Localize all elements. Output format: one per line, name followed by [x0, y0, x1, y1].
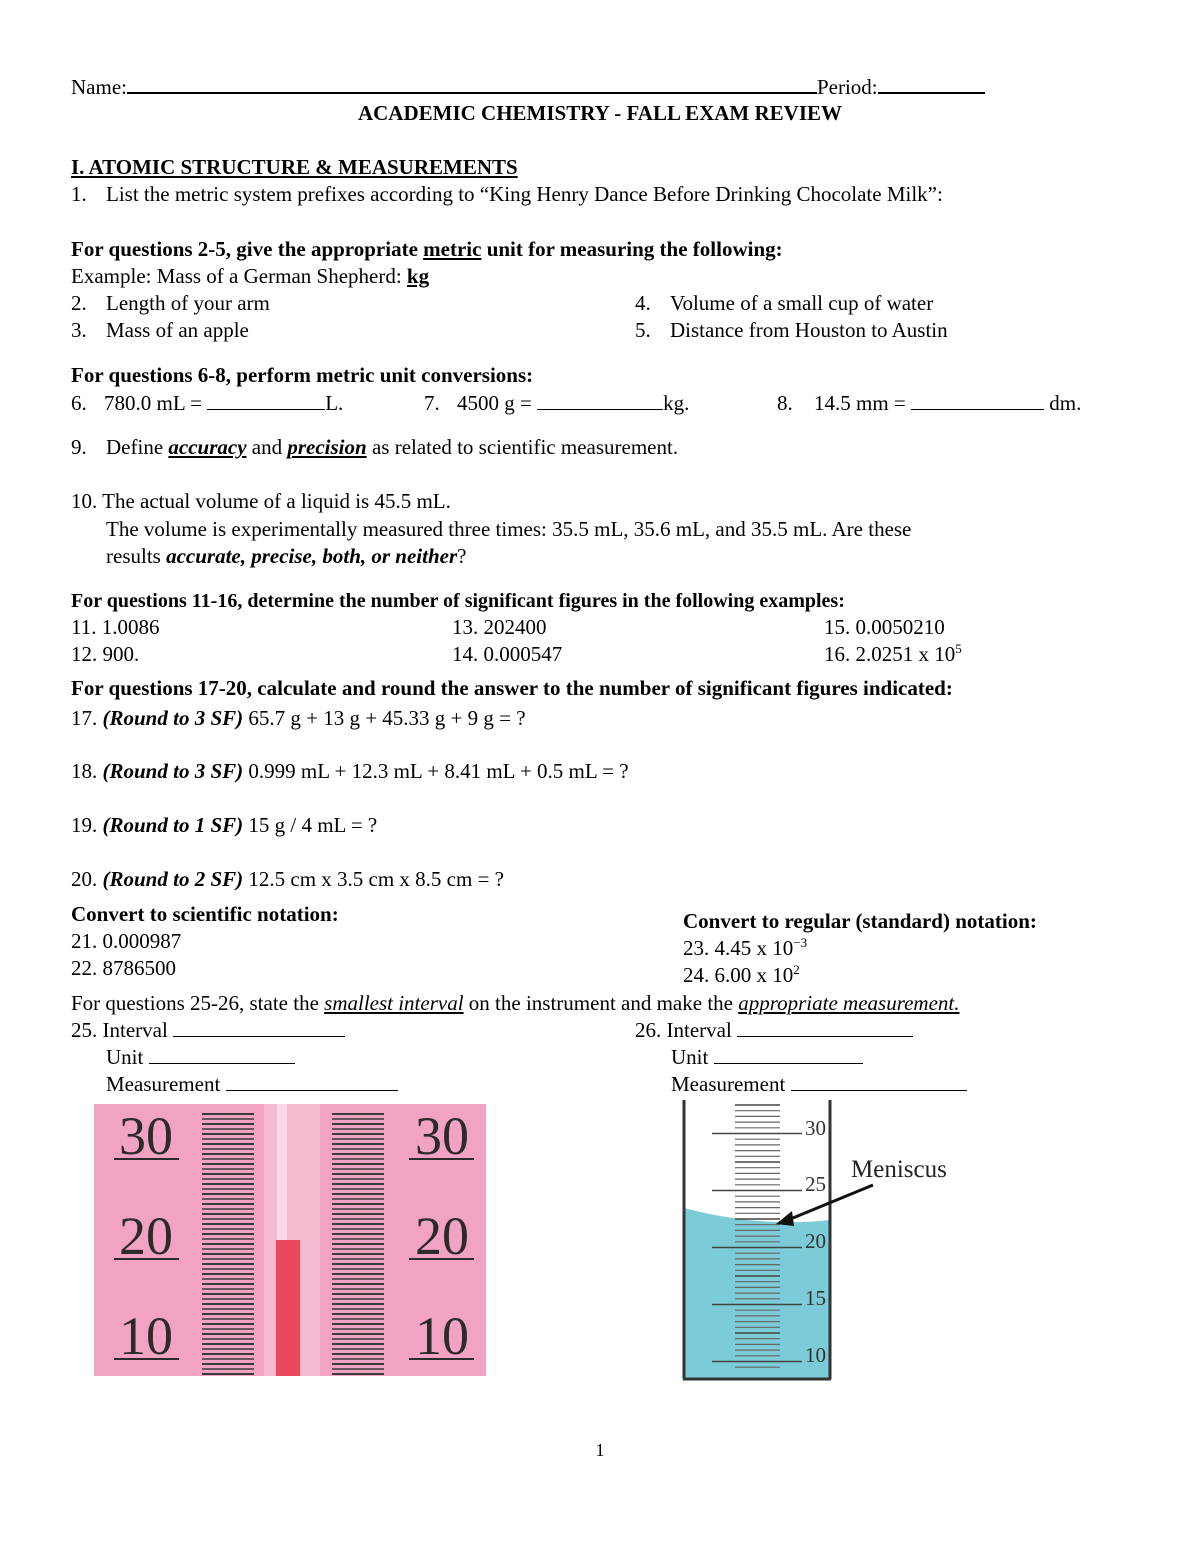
- question-number: 10.: [71, 489, 98, 513]
- answer-blank[interactable]: [149, 1045, 295, 1064]
- scale-label-10-right: 10: [415, 1306, 469, 1366]
- question-10-line3: [106, 543, 466, 569]
- scale-label-20-left: 20: [119, 1206, 173, 1266]
- example-line: [71, 263, 429, 289]
- term-smallest-interval: smallest interval: [324, 991, 464, 1015]
- question-2: [71, 290, 270, 316]
- question-10: [71, 488, 451, 514]
- example-text: Example: Mass of a German Shepherd:: [71, 264, 407, 288]
- scale-label-30-left: 30: [119, 1106, 173, 1166]
- name-blank[interactable]: [127, 74, 817, 94]
- question-text: Define: [106, 435, 169, 459]
- question-number: 5.: [635, 318, 651, 342]
- field-label: Measurement: [671, 1072, 791, 1096]
- cylinder-label-25: 25: [805, 1172, 826, 1196]
- question-20: [71, 866, 504, 892]
- exponent: 5: [955, 641, 962, 656]
- instr-part: For questions 25-26, state the: [71, 991, 325, 1015]
- question-text: ?: [457, 544, 467, 568]
- question-number: 3.: [71, 318, 87, 342]
- instructions-2-5: [71, 236, 783, 262]
- question-number: 6.: [71, 391, 87, 415]
- exponent: −3: [793, 935, 808, 950]
- thermometer-liquid: [276, 1240, 300, 1376]
- period-label: Period:: [816, 75, 878, 99]
- rounding-tag: (Round to 3 SF): [102, 706, 244, 730]
- unit-text: L.: [325, 391, 344, 415]
- q25-unit: [106, 1044, 295, 1070]
- question-text: Length of your arm: [106, 291, 270, 315]
- rounding-tag: (Round to 1 SF): [102, 813, 244, 837]
- question-text: 780.0 mL =: [104, 391, 208, 415]
- question-number: 20.: [71, 867, 103, 891]
- q26-interval: [635, 1017, 913, 1043]
- question-text: Distance from Houston to Austin: [670, 318, 948, 342]
- question-24: [683, 962, 800, 991]
- question-6: [71, 390, 344, 416]
- question-16: [824, 641, 962, 670]
- question-number: 1.: [71, 182, 87, 206]
- answer-blank[interactable]: [714, 1045, 863, 1064]
- field-label: Measurement: [106, 1072, 226, 1096]
- field-label: 26. Interval: [635, 1018, 738, 1042]
- question-number: 7.: [424, 391, 440, 415]
- cylinder-label-15: 15: [805, 1286, 826, 1310]
- cylinder-label-10: 10: [805, 1343, 826, 1367]
- question-text: 16. 2.0251 x 10: [824, 642, 956, 666]
- question-text: 24. 6.00 x 10: [683, 963, 794, 987]
- std-notation-heading: Convert to regular (standard) notation:: [683, 909, 1037, 933]
- question-3: [71, 317, 249, 343]
- answer-blank[interactable]: [911, 391, 1044, 410]
- section-heading: I. ATOMIC STRUCTURE & MEASUREMENTS: [71, 155, 518, 179]
- scale-label-10-left: 10: [119, 1306, 173, 1366]
- question-21: 21. 0.000987: [71, 929, 182, 953]
- answer-blank[interactable]: [207, 391, 325, 410]
- exponent: 2: [793, 962, 800, 977]
- question-text: 0.999 mL + 12.3 mL + 8.41 mL + 0.5 mL = ?: [243, 759, 629, 783]
- question-number: 9.: [71, 435, 87, 459]
- meniscus-label: Meniscus: [851, 1156, 947, 1183]
- question-text: 14.5 mm =: [814, 391, 912, 415]
- term-appropriate-measurement: appropriate measurement.: [738, 991, 960, 1015]
- instr-metric: metric: [423, 237, 482, 261]
- instr-part: unit for measuring the following:: [481, 237, 783, 261]
- thermometer-image: [94, 1104, 486, 1376]
- question-17: [71, 705, 526, 731]
- question-9: [71, 434, 679, 460]
- instructions-6-8: For questions 6-8, perform metric unit conversions:: [71, 363, 534, 387]
- unit-text: kg.: [663, 391, 690, 415]
- instr-part: For questions 2-5, give the appropriate: [71, 237, 424, 261]
- question-number: 8.: [777, 391, 793, 415]
- question-text: The volume is experimentally measured three times: 35.5 mL, 35.6 mL, and 35.5 mL. Are these: [106, 517, 912, 541]
- q25-interval: [71, 1017, 345, 1043]
- question-12: 12. 900.: [71, 642, 140, 666]
- name-line: [71, 74, 985, 100]
- question-13: 13. 202400: [452, 615, 547, 639]
- question-number: 19.: [71, 813, 103, 837]
- question-23: [683, 935, 807, 964]
- answer-blank[interactable]: [226, 1072, 398, 1091]
- field-label: Unit: [671, 1045, 714, 1069]
- answer-options: accurate, precise, both, or neither: [166, 544, 458, 568]
- question-text: as related to scientific measurement.: [366, 435, 679, 459]
- question-number: 4.: [635, 291, 651, 315]
- question-number: 17.: [71, 706, 103, 730]
- instructions-11-16: For questions 11-16, determine the number of significant figures in the following examples:: [71, 590, 845, 612]
- question-11: 11. 1.0086: [71, 615, 160, 639]
- question-text: The actual volume of a liquid is 45.5 mL.: [102, 489, 451, 513]
- question-text: 65.7 g + 13 g + 45.33 g + 9 g = ?: [243, 706, 526, 730]
- answer-blank[interactable]: [537, 391, 663, 410]
- rounding-tag: (Round to 2 SF): [102, 867, 244, 891]
- question-text: 12.5 cm x 3.5 cm x 8.5 cm = ?: [243, 867, 505, 891]
- page-number: 1: [595, 1440, 605, 1460]
- term-accuracy: accuracy: [168, 435, 247, 459]
- question-text: Volume of a small cup of water: [670, 291, 934, 315]
- example-answer: kg: [406, 264, 430, 288]
- question-text: 23. 4.45 x 10: [683, 936, 794, 960]
- question-text: results: [106, 544, 167, 568]
- scale-label-30-right: 30: [415, 1106, 469, 1166]
- question-5: [635, 317, 948, 343]
- period-blank[interactable]: [878, 74, 985, 94]
- answer-blank[interactable]: [791, 1072, 967, 1091]
- question-15: 15. 0.0050210: [824, 615, 945, 639]
- q26-unit: [671, 1044, 863, 1070]
- scale-label-20-right: 20: [415, 1206, 469, 1266]
- question-text: and: [246, 435, 288, 459]
- question-4: [635, 290, 934, 316]
- field-label: Unit: [106, 1045, 149, 1069]
- cylinder-label-20: 20: [805, 1229, 826, 1253]
- question-text: 4500 g =: [457, 391, 538, 415]
- rounding-tag: (Round to 3 SF): [102, 759, 244, 783]
- question-22: 22. 8786500: [71, 956, 176, 980]
- question-number: 18.: [71, 759, 103, 783]
- term-precision: precision: [287, 435, 367, 459]
- question-7: [424, 390, 690, 416]
- question-14: 14. 0.000547: [452, 642, 563, 666]
- instructions-25-26: [71, 990, 959, 1016]
- question-18: [71, 758, 629, 784]
- question-1: [71, 181, 943, 207]
- question-text: Mass of an apple: [106, 318, 249, 342]
- sci-notation-heading: Convert to scientific notation:: [71, 902, 339, 926]
- instr-part: on the instrument and make the: [463, 991, 739, 1015]
- question-text: 15 g / 4 mL = ?: [243, 813, 378, 837]
- answer-blank[interactable]: [737, 1018, 913, 1037]
- q26-measurement: [671, 1071, 967, 1097]
- answer-blank[interactable]: [173, 1018, 345, 1037]
- question-19: [71, 812, 377, 838]
- instructions-17-20: For questions 17-20, calculate and round the answer to the number of significant figures indicated:: [71, 676, 953, 700]
- cylinder-label-30: 30: [805, 1116, 826, 1140]
- page-title: ACADEMIC CHEMISTRY - FALL EXAM REVIEW: [357, 101, 843, 125]
- question-number: 2.: [71, 291, 87, 315]
- name-label: Name:: [71, 75, 127, 99]
- field-label: 25. Interval: [71, 1018, 174, 1042]
- graduated-cylinder-image: [680, 1100, 970, 1382]
- q25-measurement: [106, 1071, 398, 1097]
- unit-text: dm.: [1044, 391, 1082, 415]
- question-text: List the metric system prefixes according to “King Henry Dance Before Drinking Chocolate Milk”:: [106, 182, 943, 206]
- question-8: [777, 390, 1082, 416]
